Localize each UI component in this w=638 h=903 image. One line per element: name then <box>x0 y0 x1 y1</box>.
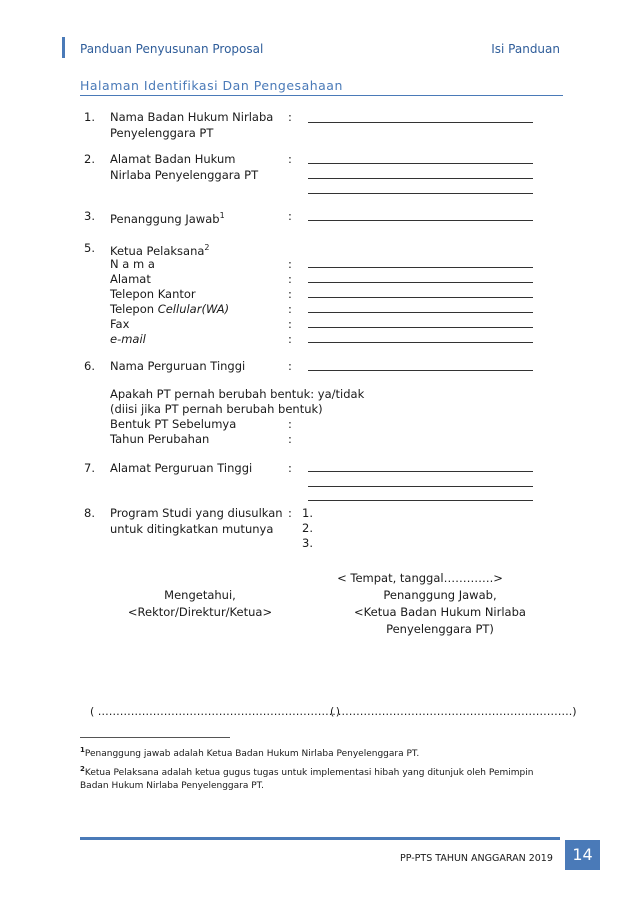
fill-line <box>308 297 533 298</box>
place-date: < Tempat, tanggal………….> <box>337 571 503 585</box>
item-number: 8. <box>84 506 95 520</box>
field-label-bentuk-pt: Bentuk PT Sebelumya <box>110 417 237 431</box>
field-label-nama: N a m a <box>110 257 155 271</box>
item-number: 6. <box>84 359 95 373</box>
fill-line <box>308 193 533 194</box>
fill-line <box>308 312 533 313</box>
fill-line <box>308 471 533 472</box>
footnote-rule <box>80 737 230 738</box>
fill-line <box>308 282 533 283</box>
field-label-email: e-mail <box>110 332 146 346</box>
field-label-tahun: Tahun Perubahan <box>110 432 210 446</box>
list-number: 3. <box>302 536 313 550</box>
signer-left-role: <Rektor/Direktur/Ketua> <box>127 605 273 619</box>
item-number: 5. <box>84 241 95 255</box>
signer-right-title: Penanggung Jawab, <box>383 588 497 602</box>
signer-left-title: Mengetahui, <box>164 588 236 602</box>
field-label-telepon-cellular: Telepon Cellular(WA) <box>110 302 230 316</box>
signer-right-role-2: Penyelenggara PT) <box>386 622 494 636</box>
item-number: 3. <box>84 209 95 223</box>
fill-line <box>308 342 533 343</box>
fill-line <box>308 220 533 221</box>
colon: : <box>288 110 292 124</box>
page-number: 14 <box>565 840 600 870</box>
subtitle-rule <box>80 95 563 96</box>
item-label: Nama Badan Hukum Nirlaba Penyelenggara PT <box>110 110 274 140</box>
fill-line <box>308 327 533 328</box>
footnote-1: $^1$Penanggung jawab adalah Ketua Badan Hukum Nirlaba Penyelenggara PT. <box>80 746 420 759</box>
signature-line-left: ( ………………………………………………………..) <box>90 705 341 718</box>
list-number: 2. <box>302 521 313 535</box>
item-number: 1. <box>84 110 95 124</box>
colon: : <box>288 302 292 316</box>
item-label: Alamat Perguruan Tinggi <box>110 461 253 475</box>
question-note: (diisi jika PT pernah berubah bentuk) <box>110 402 323 416</box>
header-title: Panduan Penyusunan Proposal <box>80 42 264 56</box>
signature-line-right: ( ……………………………………………………….) <box>330 705 577 718</box>
footer-text: PP-PTS TAHUN ANGGARAN 2019 <box>400 853 553 864</box>
colon: : <box>288 506 292 520</box>
colon: : <box>288 432 292 446</box>
item-label: Penanggung Jawab$^1$ <box>110 211 225 226</box>
item-label: Alamat Badan Hukum Nirlaba Penyelenggara PT <box>110 152 259 182</box>
header-bar <box>62 37 65 58</box>
colon: : <box>288 359 292 373</box>
page-subtitle: Halaman Identifikasi Dan Pengesahaan <box>80 78 343 93</box>
fill-line <box>308 370 533 371</box>
item-number: 2. <box>84 152 95 166</box>
colon: : <box>288 287 292 301</box>
item-label: Ketua Pelaksana$^2$ <box>110 243 210 258</box>
item-number: 7. <box>84 461 95 475</box>
colon: : <box>288 257 292 271</box>
fill-line <box>308 267 533 268</box>
question-text: Apakah PT pernah berubah bentuk: ya/tidak <box>110 387 365 401</box>
footer-rule <box>80 837 560 840</box>
fill-line <box>308 486 533 487</box>
field-label-fax: Fax <box>110 317 130 331</box>
item-label: Program Studi yang diusulkan untuk ditingkatkan mutunya <box>110 506 283 536</box>
fill-line <box>308 163 533 164</box>
list-number: 1. <box>302 506 313 520</box>
fill-line <box>308 122 533 123</box>
field-label-telepon-kantor: Telepon Kantor <box>110 287 196 301</box>
item-label: Nama Perguruan Tinggi <box>110 359 246 373</box>
header-section: Isi Panduan <box>491 42 560 56</box>
colon: : <box>288 417 292 431</box>
colon: : <box>288 152 292 166</box>
colon: : <box>288 461 292 475</box>
fill-line <box>308 500 533 501</box>
colon: : <box>288 332 292 346</box>
fill-line <box>308 178 533 179</box>
signer-right-role: <Ketua Badan Hukum Nirlaba <box>354 605 526 619</box>
colon: : <box>288 209 292 223</box>
footnote-2: $^2$Ketua Pelaksana adalah ketua gugus tugas untuk implementasi hibah yang ditunjuk oleh Pemimpin Badan Hukum Nirlaba Penyelenggara PT. <box>80 765 534 791</box>
field-label-alamat: Alamat <box>110 272 151 286</box>
colon: : <box>288 272 292 286</box>
colon: : <box>288 317 292 331</box>
